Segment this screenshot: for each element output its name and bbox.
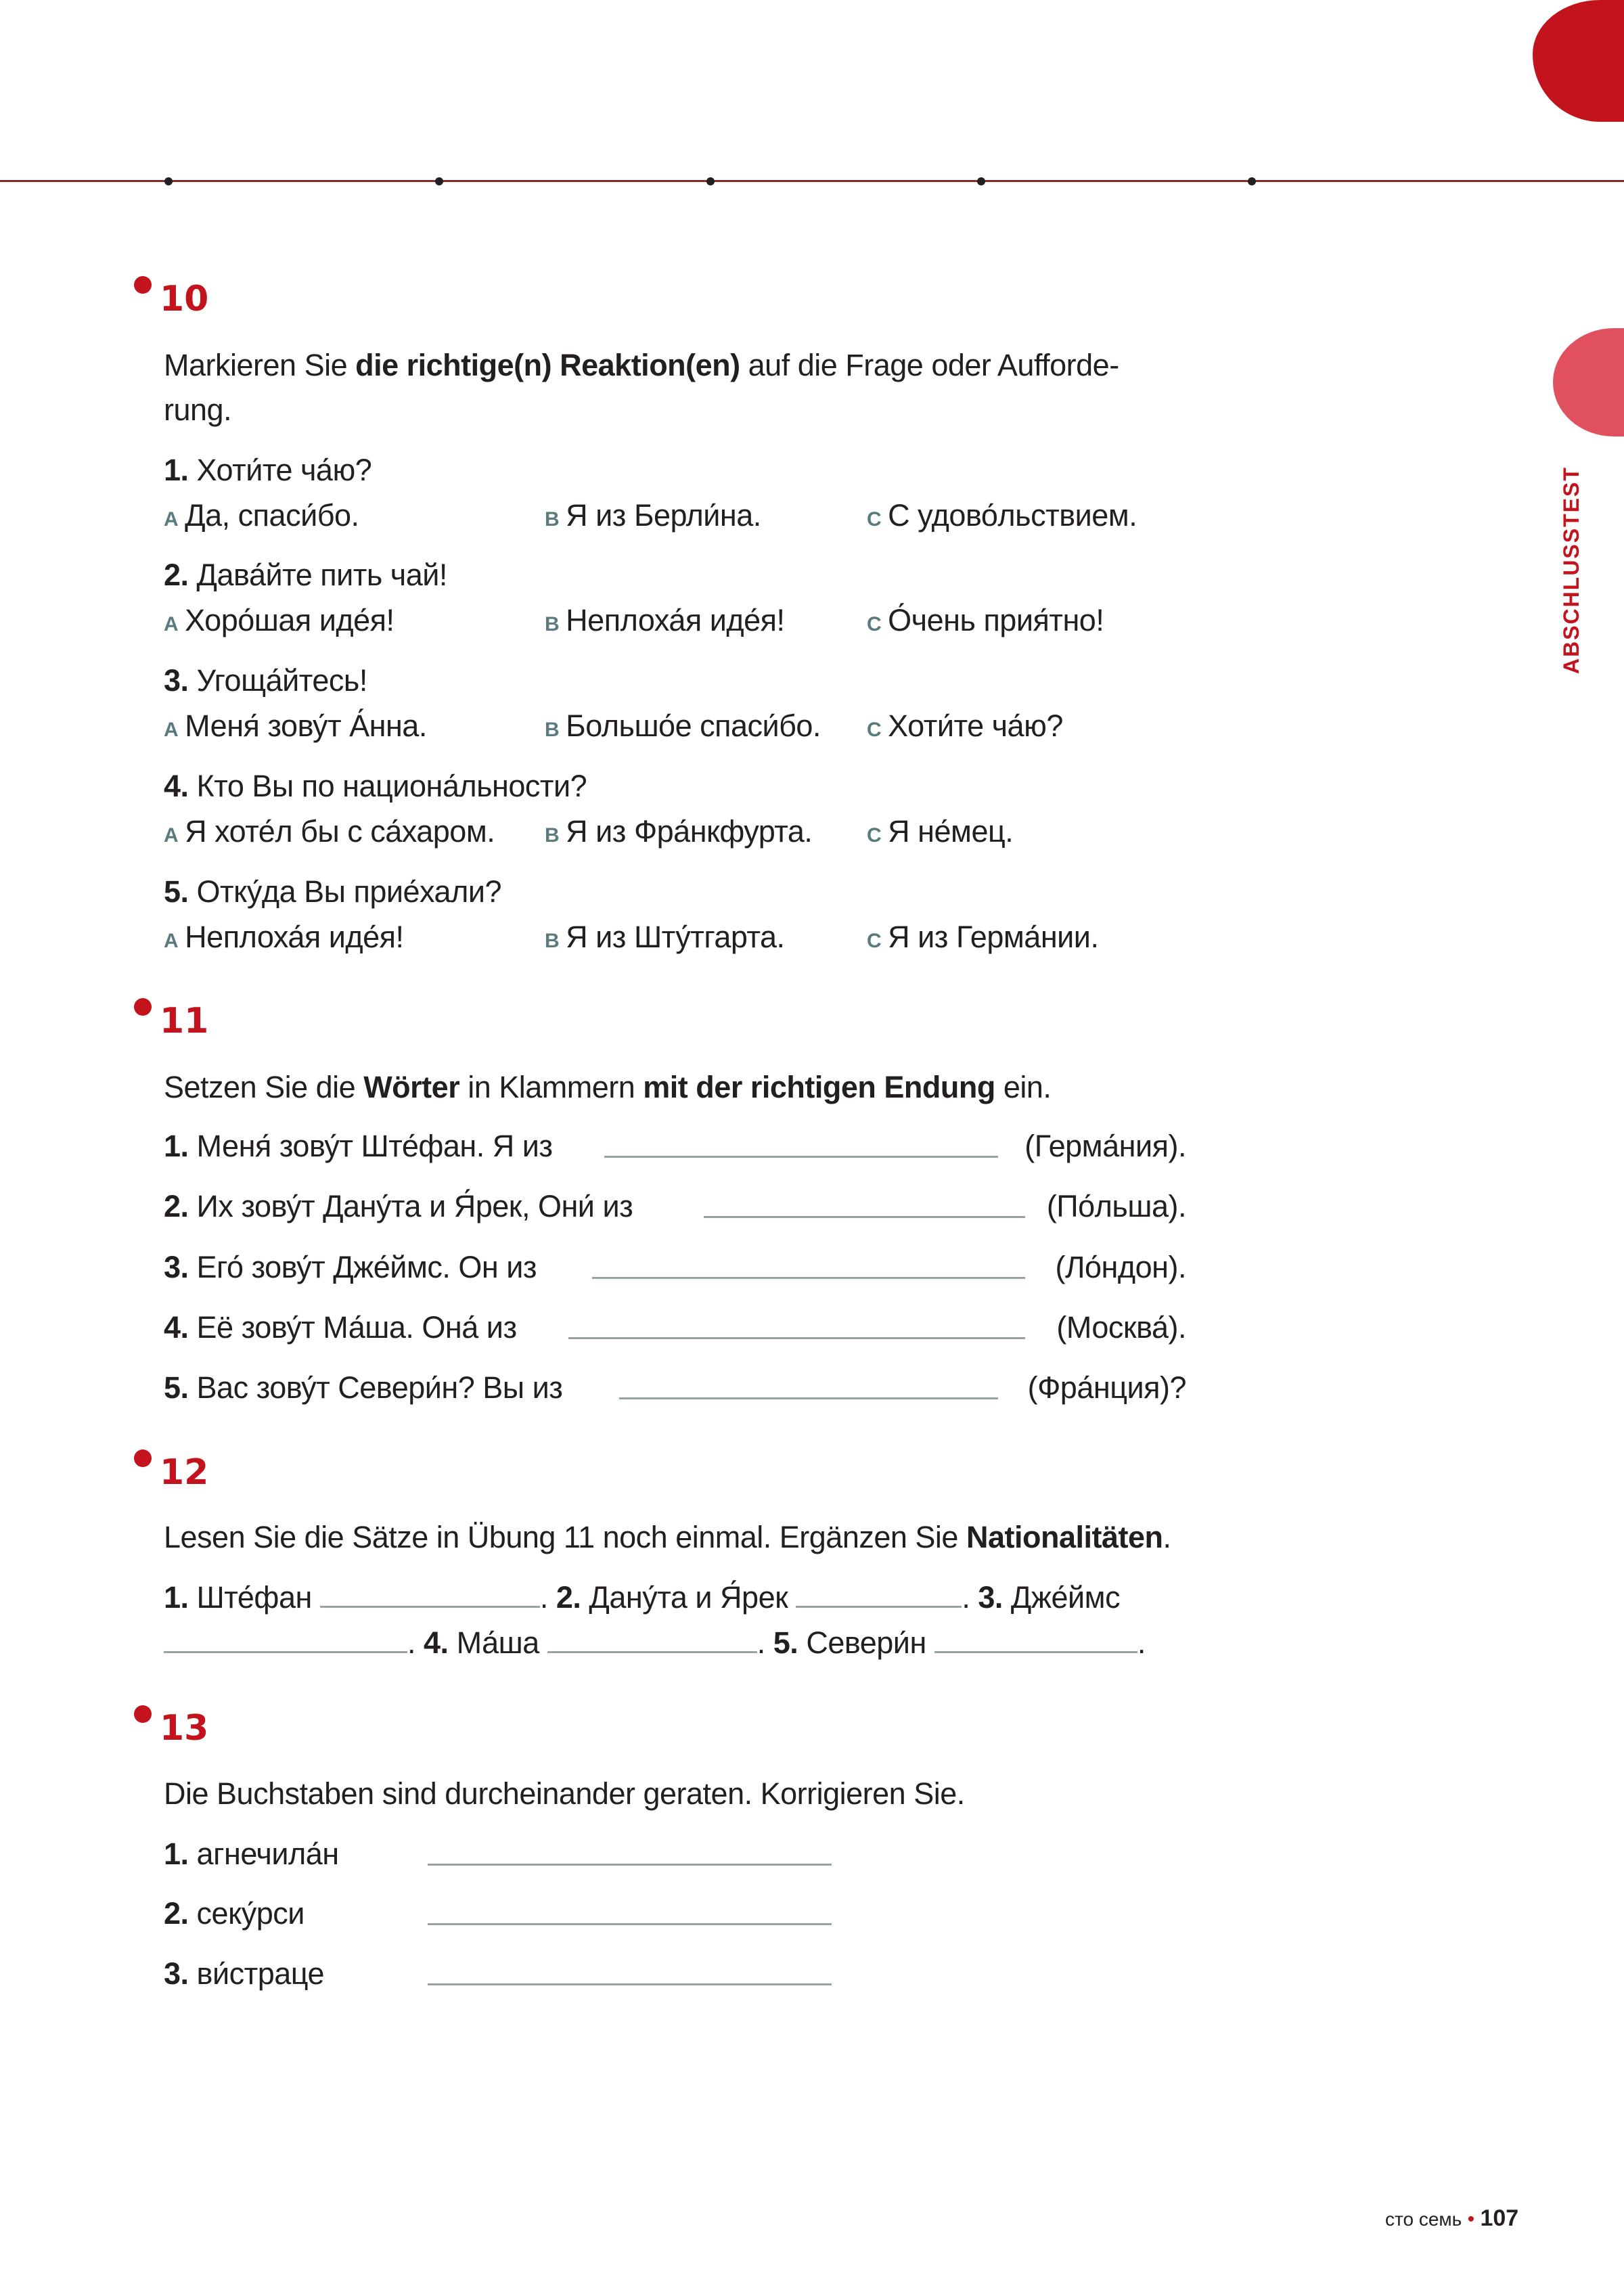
- option-letter: B: [545, 930, 560, 952]
- option-letter: B: [545, 719, 560, 741]
- exercise-instruction: [164, 1517, 1171, 1558]
- exercise-instruction-cont: rung.: [164, 392, 232, 427]
- option-text: Меня́ зову́т А́нна.: [185, 708, 427, 743]
- item-hint: (Ло́ндон).: [1055, 1250, 1186, 1284]
- answer-blank[interactable]: [320, 1606, 540, 1608]
- answer-option[interactable]: [164, 811, 495, 856]
- answer-blank[interactable]: [796, 1606, 962, 1608]
- answer-blank[interactable]: [568, 1337, 1025, 1339]
- sep: .: [757, 1625, 765, 1660]
- page-number-words: сто семь: [1385, 2209, 1462, 2230]
- option-text: Я не́мец.: [888, 814, 1014, 849]
- question-text: Кто Вы по национа́льности?: [196, 769, 587, 803]
- answer-option[interactable]: [164, 495, 359, 540]
- item-hint: (По́льша).: [1046, 1189, 1186, 1223]
- item-text: Её зову́т Ма́ша. Она́ из: [196, 1310, 517, 1345]
- item-text: Его́ зову́т Дже́ймс. Он из: [196, 1250, 537, 1284]
- fill-in-item: [164, 1368, 562, 1408]
- answer-option[interactable]: [545, 917, 785, 962]
- rule-dot: [1248, 177, 1256, 185]
- question: [164, 555, 447, 595]
- item-text: ви́страце: [196, 1956, 325, 1991]
- option-letter: A: [164, 930, 179, 952]
- side-tab-label: ABSCHLUSSTEST: [1559, 466, 1583, 674]
- answer-blank[interactable]: [547, 1651, 757, 1653]
- option-letter: C: [867, 719, 882, 741]
- question-number: 1.: [164, 453, 189, 487]
- scrambled-word: [164, 1893, 304, 1934]
- exercise-marker: [134, 998, 152, 1016]
- answer-option[interactable]: [164, 706, 427, 750]
- rule-dot: [164, 177, 173, 185]
- item-number: 2.: [556, 1580, 581, 1615]
- item-number: 5.: [773, 1625, 798, 1660]
- answer-blank[interactable]: [428, 1864, 832, 1866]
- item-number: 1.: [164, 1837, 189, 1871]
- exercise-marker: [134, 1449, 152, 1467]
- exercise-number: 11: [160, 1001, 209, 1041]
- page-footer: [1385, 2205, 1518, 2233]
- rule-dot: [977, 177, 985, 185]
- answer-option[interactable]: [164, 600, 394, 645]
- sep: .: [962, 1580, 970, 1615]
- text: .: [1163, 1520, 1171, 1554]
- exercise-instruction: [164, 1067, 1051, 1108]
- sep: .: [407, 1625, 416, 1660]
- answer-blank[interactable]: [604, 1156, 998, 1158]
- answer-blank[interactable]: [164, 1651, 407, 1653]
- exercise-12-line-1: [164, 1577, 1120, 1618]
- text-bold: Wörter: [363, 1070, 460, 1104]
- item-number: 3.: [164, 1956, 189, 1991]
- question-number: 4.: [164, 769, 189, 803]
- question: [164, 872, 501, 912]
- exercise-marker: [134, 276, 152, 294]
- question-number: 5.: [164, 874, 189, 909]
- item-hint: (Москва́).: [1056, 1310, 1186, 1345]
- question-number: 2.: [164, 558, 189, 592]
- exercise-12-line-2: [164, 1623, 1146, 1663]
- item-number: 3.: [164, 1250, 189, 1284]
- answer-option[interactable]: [867, 811, 1013, 856]
- exercise-number: 12: [160, 1452, 209, 1493]
- option-letter: A: [164, 719, 179, 741]
- rule-dot: [435, 177, 443, 185]
- option-text: Я из Герма́нии.: [888, 920, 1099, 954]
- item-text: Их зову́т Дану́та и Я́рек, Они́ из: [196, 1189, 633, 1223]
- item-number: 4.: [164, 1310, 189, 1345]
- text-bold: die richtige(n) Reaktion(en): [355, 348, 740, 382]
- option-text: Хоти́те ча́ю?: [888, 708, 1063, 743]
- question: [164, 660, 367, 701]
- option-text: С удово́льствием.: [888, 498, 1137, 533]
- option-letter: C: [867, 824, 882, 847]
- fill-in-item: [164, 1247, 537, 1288]
- option-letter: C: [867, 930, 882, 952]
- item-number: 2.: [164, 1896, 189, 1931]
- footer-separator: •: [1467, 2208, 1475, 2230]
- answer-blank[interactable]: [619, 1397, 998, 1399]
- option-text: Я из Шту́тгарта.: [566, 920, 785, 954]
- option-text: Я хоте́л бы с са́харом.: [185, 814, 495, 849]
- answer-blank[interactable]: [934, 1651, 1137, 1653]
- option-letter: A: [164, 824, 179, 847]
- answer-option[interactable]: [545, 706, 821, 750]
- item-number: 4.: [424, 1625, 449, 1660]
- text: Markieren Sie: [164, 348, 356, 382]
- item-text: Дже́ймс: [1010, 1580, 1121, 1615]
- option-text: Я из Фра́нкфурта.: [566, 814, 813, 849]
- text: auf die Frage oder Aufforde-: [740, 348, 1119, 382]
- answer-option[interactable]: [545, 600, 785, 645]
- item-text: Ште́фан: [196, 1580, 312, 1615]
- text: ein.: [995, 1070, 1052, 1104]
- exercise-instruction: Die Buchstaben sind durcheinander geraten. Korrigieren Sie.: [164, 1776, 965, 1811]
- sep: .: [539, 1580, 548, 1615]
- answer-option[interactable]: [867, 917, 1098, 962]
- question-text: Угоща́йтесь!: [196, 663, 367, 698]
- option-letter: C: [867, 613, 882, 635]
- fill-in-item: [164, 1186, 633, 1227]
- option-letter: C: [867, 508, 882, 531]
- item-text: агнечила́н: [196, 1837, 339, 1871]
- option-text: Большо́е спаси́бо.: [566, 708, 821, 743]
- item-text: Севери́н: [806, 1625, 926, 1660]
- rule-dot: [706, 177, 715, 185]
- fill-in-item: [164, 1126, 553, 1167]
- exercise-marker: [134, 1705, 152, 1723]
- item-text: Ма́ша: [456, 1625, 539, 1660]
- answer-blank[interactable]: [428, 1923, 832, 1925]
- text: Lesen Sie die Sätze in Übung 11 noch einmal. Ergänzen Sie: [164, 1520, 966, 1554]
- question-text: Отку́да Вы прие́хали?: [196, 874, 502, 909]
- option-letter: B: [545, 508, 560, 531]
- answer-blank[interactable]: [428, 1983, 832, 1985]
- item-text: Вас зову́т Севери́н? Вы из: [196, 1370, 563, 1405]
- text-bold: Nationalitäten: [966, 1520, 1163, 1554]
- answer-option[interactable]: [164, 917, 404, 962]
- item-text: Меня́ зову́т Ште́фан. Я из: [196, 1129, 553, 1163]
- answer-option[interactable]: [867, 706, 1063, 750]
- text: in Klammern: [459, 1070, 644, 1104]
- item-hint: (Фра́нция)?: [1027, 1370, 1186, 1405]
- exercise-instruction: [164, 345, 1119, 386]
- item-number: 2.: [164, 1189, 189, 1223]
- question-text: Дава́йте пить чай!: [196, 558, 447, 592]
- answer-blank[interactable]: [592, 1277, 1025, 1279]
- answer-blank[interactable]: [704, 1216, 1025, 1218]
- item-number: 3.: [978, 1580, 1003, 1615]
- question: [164, 766, 587, 807]
- item-number: 1.: [164, 1129, 189, 1163]
- question: [164, 450, 371, 491]
- item-text: секу́рси: [196, 1896, 304, 1931]
- answer-option[interactable]: [545, 811, 812, 856]
- top-rule: [0, 180, 1624, 182]
- page-number: 107: [1480, 2205, 1519, 2231]
- answer-option[interactable]: [867, 495, 1137, 540]
- option-letter: B: [545, 824, 560, 847]
- question-text: Хоти́те ча́ю?: [196, 453, 372, 487]
- scrambled-word: [164, 1834, 339, 1874]
- option-letter: B: [545, 613, 560, 635]
- option-letter: A: [164, 613, 179, 635]
- option-text: О́чень прия́тно!: [888, 603, 1104, 637]
- corner-circle: [1533, 0, 1624, 122]
- option-text: Неплоха́я иде́я!: [566, 603, 785, 637]
- option-text: Неплоха́я иде́я!: [185, 920, 404, 954]
- text: Setzen Sie die: [164, 1070, 364, 1104]
- option-letter: A: [164, 508, 179, 531]
- item-hint: (Герма́ния).: [1024, 1129, 1186, 1163]
- option-text: Хоро́шая иде́я!: [185, 603, 394, 637]
- text-bold: mit der richtigen Endung: [643, 1070, 995, 1104]
- question-number: 3.: [164, 663, 189, 698]
- side-tab-circle[interactable]: [1553, 328, 1624, 436]
- fill-in-item: [164, 1307, 517, 1348]
- answer-option[interactable]: [867, 600, 1104, 645]
- item-number: 1.: [164, 1580, 189, 1615]
- answer-option[interactable]: [545, 495, 761, 540]
- option-text: Да, спаси́бо.: [185, 498, 359, 533]
- exercise-number: 10: [160, 279, 209, 319]
- exercise-number: 13: [160, 1708, 209, 1749]
- option-text: Я из Берли́на.: [566, 498, 761, 533]
- sep: .: [1137, 1625, 1146, 1660]
- item-number: 5.: [164, 1370, 189, 1405]
- scrambled-word: [164, 1954, 324, 1994]
- item-text: Дану́та и Я́рек: [589, 1580, 788, 1615]
